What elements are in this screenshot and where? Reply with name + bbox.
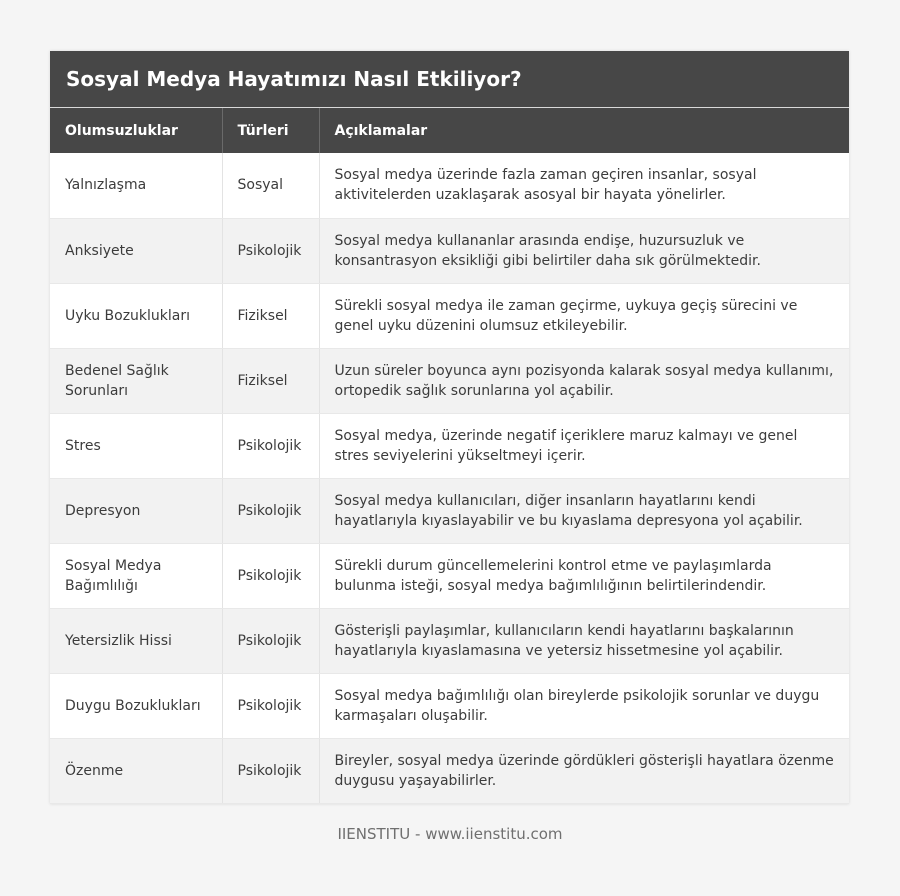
- cell-type: Psikolojik: [222, 543, 319, 608]
- cell-type: Fiziksel: [222, 348, 319, 413]
- cell-description: Sosyal medya, üzerinde negatif içeriklere maruz kalmayı ve genel stres seviyelerini yükseltmeyi içerir.: [319, 413, 849, 478]
- cell-type: Psikolojik: [222, 478, 319, 543]
- cell-type: Fiziksel: [222, 283, 319, 348]
- cell-negative: Anksiyete: [50, 218, 222, 283]
- cell-negative: Uyku Bozuklukları: [50, 283, 222, 348]
- cell-description: Sürekli durum güncellemelerini kontrol etme ve paylaşımlarda bulunma isteği, sosyal medya bağımlılığının belirtilerindendir.: [319, 543, 849, 608]
- cell-negative: Yalnızlaşma: [50, 153, 222, 218]
- cell-negative: Duygu Bozuklukları: [50, 673, 222, 738]
- table-row: [50, 673, 849, 738]
- table-row: [50, 608, 849, 673]
- table-row: [50, 283, 849, 348]
- cell-type: Psikolojik: [222, 608, 319, 673]
- cell-negative: Yetersizlik Hissi: [50, 608, 222, 673]
- cell-description: Sürekli sosyal medya ile zaman geçirme, uykuya geçiş sürecini ve genel uyku düzenini olumsuz etkileyebilir.: [319, 283, 849, 348]
- header-row: [50, 108, 849, 153]
- cell-description: Sosyal medya kullanıcıları, diğer insanların hayatlarını kendi hayatlarıyla kıyaslayabilir ve bu kıyaslama depresyona yol açabilir.: [319, 478, 849, 543]
- footer-credit: IIENSTITU - www.iienstitu.com: [337, 825, 563, 843]
- cell-negative: Stres: [50, 413, 222, 478]
- table-row: [50, 413, 849, 478]
- cell-type: Psikolojik: [222, 218, 319, 283]
- cell-negative: Depresyon: [50, 478, 222, 543]
- cell-description: Uzun süreler boyunca aynı pozisyonda kalarak sosyal medya kullanımı, ortopedik sağlık sorunlarına yol açabilir.: [319, 348, 849, 413]
- cell-description: Gösterişli paylaşımlar, kullanıcıların kendi hayatlarını başkalarının hayatlarıyla kıyaslamasına ve yetersiz hissetmesine yol açabilir.: [319, 608, 849, 673]
- table-row: [50, 478, 849, 543]
- cell-type: Psikolojik: [222, 738, 319, 803]
- data-table: [50, 108, 849, 804]
- column-header-aciklamalar: Açıklamalar: [334, 122, 428, 139]
- table-body: [50, 153, 849, 803]
- cell-description: Sosyal medya bağımlılığı olan bireylerde psikolojik sorunlar ve duygu karmaşaları oluşabilir.: [319, 673, 849, 738]
- cell-negative: Sosyal Medya Bağımlılığı: [50, 543, 222, 608]
- table-card: [50, 51, 849, 804]
- cell-type: Psikolojik: [222, 413, 319, 478]
- table-row: [50, 218, 849, 283]
- cell-type: Psikolojik: [222, 673, 319, 738]
- cell-negative: Özenme: [50, 738, 222, 803]
- table-row: [50, 543, 849, 608]
- cell-description: Sosyal medya kullananlar arasında endişe, huzursuzluk ve konsantrasyon eksikliği gibi belirtiler daha sık görülmektedir.: [319, 218, 849, 283]
- table-row: [50, 153, 849, 218]
- cell-description: Bireyler, sosyal medya üzerinde gördükleri gösterişli hayatlara özenme duygusu yaşayabilirler.: [319, 738, 849, 803]
- table-title: Sosyal Medya Hayatımızı Nasıl Etkiliyor?: [50, 51, 849, 108]
- table-row: [50, 348, 849, 413]
- cell-description: Sosyal medya üzerinde fazla zaman geçiren insanlar, sosyal aktivitelerden uzaklaşarak asosyal bir hayata yönelirler.: [319, 153, 849, 218]
- column-header-turleri: Türleri: [222, 108, 319, 153]
- table-header: [50, 108, 849, 153]
- cell-negative: Bedenel Sağlık Sorunları: [50, 348, 222, 413]
- table-row: [50, 738, 849, 803]
- cell-type: Sosyal: [222, 153, 319, 218]
- column-header-olumsuzluklar: Olumsuzluklar: [50, 108, 222, 153]
